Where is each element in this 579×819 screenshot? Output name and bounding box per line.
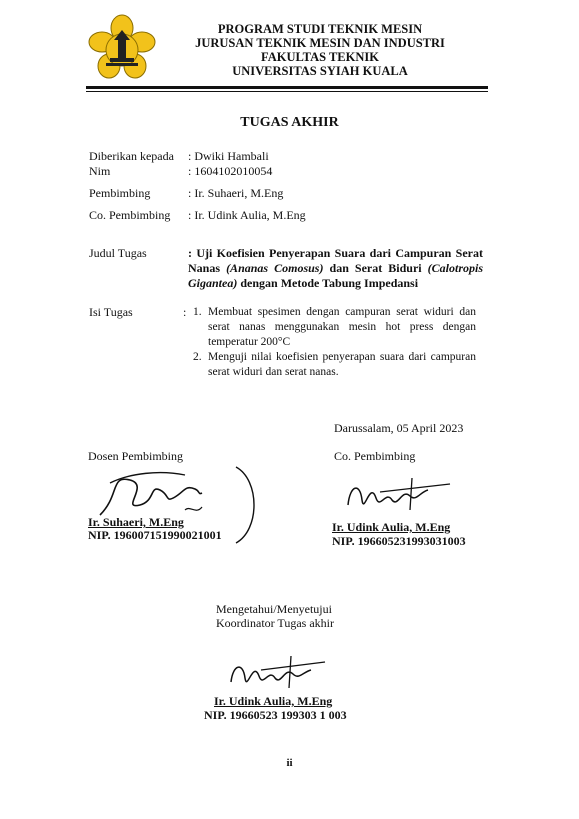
judul-label: Judul Tugas [89, 246, 147, 260]
right-signature-icon [340, 470, 460, 520]
header-rule [86, 86, 488, 89]
left-signer-name: Ir. Suhaeri, M.Eng [88, 515, 184, 529]
co-pembimbing-label: Co. Pembimbing [89, 208, 171, 222]
center-signer-name: Ir. Udink Aulia, M.Eng [214, 694, 333, 708]
isi-item-2-num: 2. [193, 351, 202, 363]
pembimbing-label: Pembimbing [89, 186, 151, 200]
header-line-4: UNIVERSITAS SYIAH KUALA [232, 64, 408, 78]
header-line-1: PROGRAM STUDI TEKNIK MESIN [217, 22, 423, 36]
co-pembimbing-value: : Ir. Udink Aulia, M.Eng [188, 208, 306, 222]
left-signer-nip: NIP. 196007151990021001 [88, 528, 222, 542]
document-title: TUGAS AKHIR [240, 115, 339, 130]
university-logo-icon [88, 14, 156, 84]
diberikan-label: Diberikan kepada [89, 149, 174, 163]
right-signer-nip: NIP. 196605231993031003 [332, 534, 466, 548]
diberikan-value: : Dwiki Hambali [188, 149, 269, 163]
nim-value: : 1604102010054 [188, 164, 273, 178]
isi-colon: : [183, 305, 187, 319]
right-signer-name: Ir. Udink Aulia, M.Eng [332, 520, 451, 534]
pembimbing-value: : Ir. Suhaeri, M.Eng [188, 186, 284, 200]
center-signature-icon [225, 650, 335, 698]
header-line-3: FAKULTAS TEKNIK [261, 50, 379, 64]
right-signer-role: Co. Pembimbing [334, 449, 416, 463]
center-signer-nip: NIP. 19660523 199303 1 003 [204, 708, 347, 722]
nim-label: Nim [89, 164, 111, 178]
place-date: Darussalam, 05 April 2023 [334, 421, 464, 435]
page-number: ii [286, 757, 293, 769]
header-rule-thin [86, 91, 488, 92]
left-signer-role: Dosen Pembimbing [88, 449, 183, 463]
isi-item-1: Membuat spesimen dengan campuran serat widuri dan serat nanas menggunakan mesin hot press dengan temperatur 200°C [208, 306, 476, 348]
isi-item-1-num: 1. [193, 306, 202, 318]
isi-item-2: Menguji nilai koefisien penyerapan suara dari campuran serat widuri dan serat nanas. [208, 351, 476, 378]
center-signer-role-1: Mengetahui/Menyetujui [216, 602, 332, 616]
judul-value: : Uji Koefisien Penyerapan Suara dari Campuran Serat Nanas (Ananas Comosus) dan Serat Biduri (Calotropis Gigantea) dengan Metode Tabung Impedansi [188, 246, 484, 290]
header-line-2: JURUSAN TEKNIK MESIN DAN INDUSTRI [195, 36, 445, 50]
center-signer-role-2: Koordinator Tugas akhir [216, 616, 334, 630]
bracket-mark-icon [232, 465, 262, 545]
isi-label: Isi Tugas [89, 305, 133, 319]
